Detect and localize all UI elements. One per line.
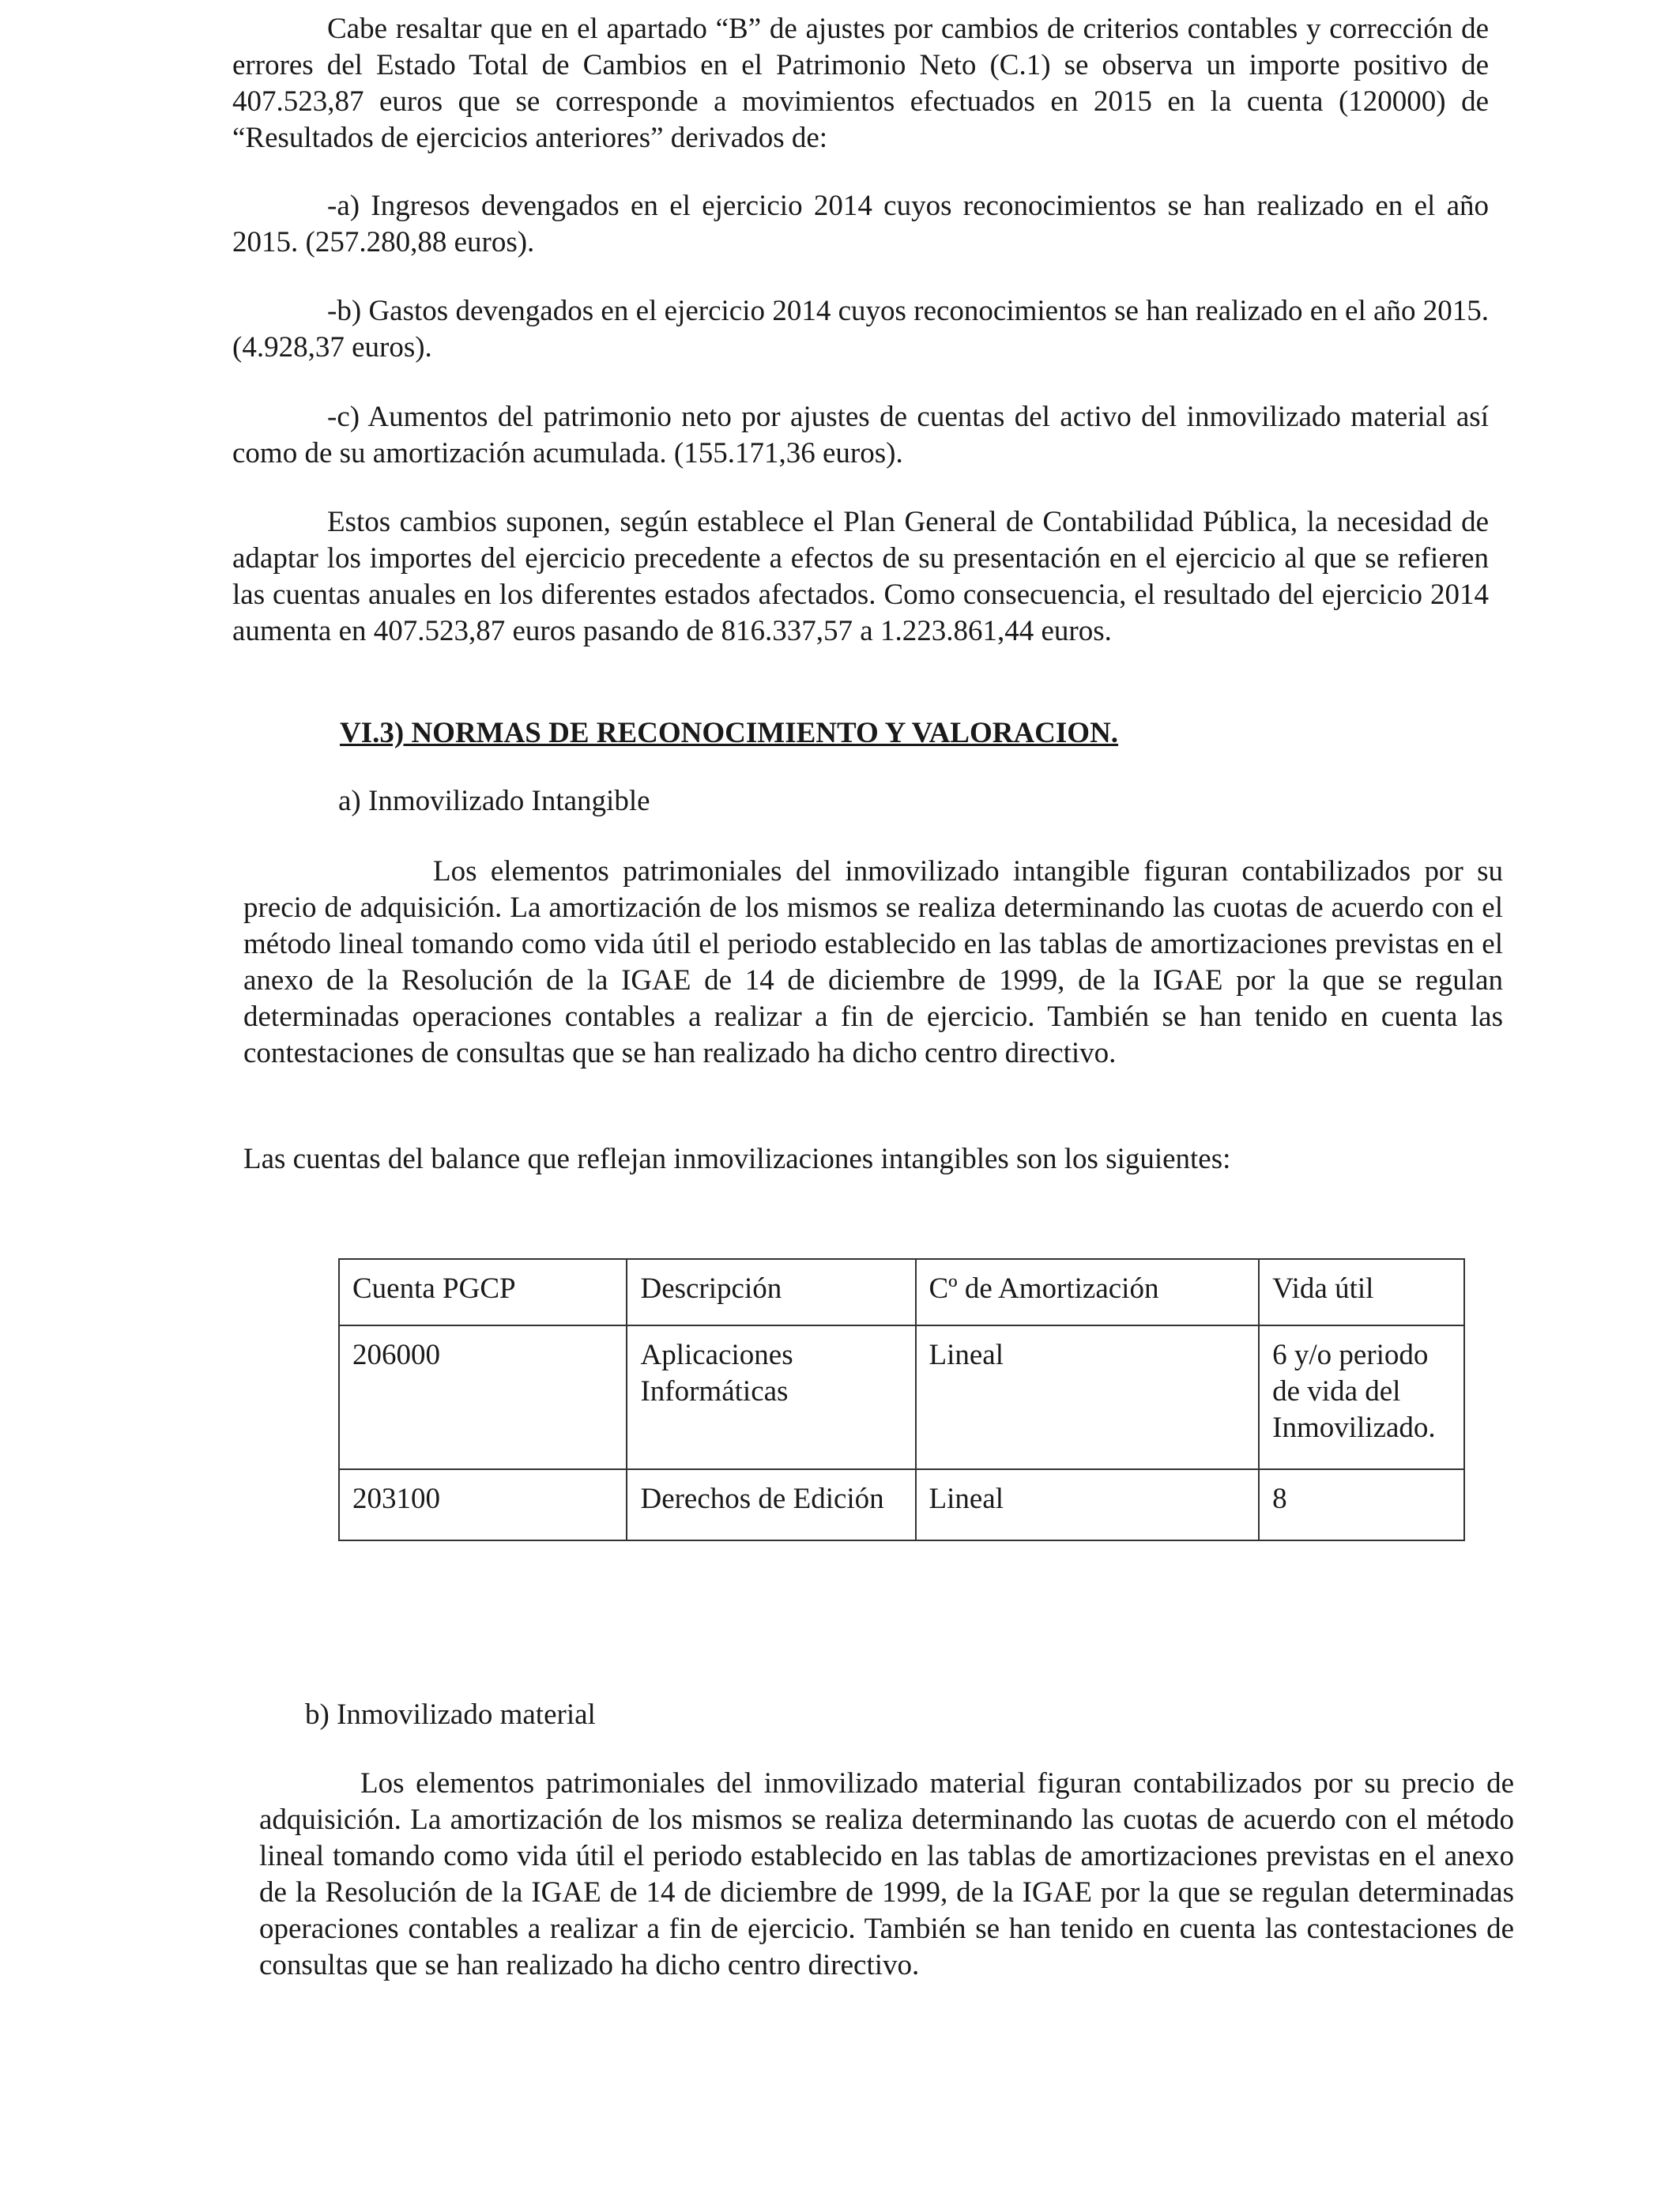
table-header-cell: Vida útil — [1259, 1259, 1464, 1325]
table-cell: 203100 — [339, 1469, 627, 1540]
paragraph-intangible-lead-in: Las cuentas del balance que reflejan inmovilizaciones intangibles son los siguientes: — [243, 1143, 1231, 1175]
table-header-row — [339, 1259, 1464, 1325]
table-cell: 6 y/o periodo de vida del Inmovilizado. — [1259, 1325, 1464, 1469]
table-cell: Lineal — [916, 1469, 1260, 1540]
table-cell: Aplicaciones Informáticas — [627, 1325, 915, 1469]
paragraph-item-a: -a) Ingresos devengados en el ejercicio 2014 cuyos reconocimientos se han realizado en el año 2015. (257.280,88 euros). — [232, 190, 1489, 258]
paragraph-cambios: Estos cambios suponen, según establece el Plan General de Contabilidad Pública, la necesidad de adaptar los importes del ejercicio precedente a efectos de su presentación en el ejercicio al que se refieren las cuentas anuales en los diferentes estados afectados. Como consecuencia, el resultado del ejercicio 2014 aumenta en 407.523,87 euros pasando de 816.337,57 a 1.223.861,44 euros. — [232, 506, 1489, 647]
section-heading: VI.3) NORMAS DE RECONOCIMIENTO Y VALORACION. — [340, 717, 1119, 749]
table-cell: 206000 — [339, 1325, 627, 1469]
table-cell: Lineal — [916, 1325, 1260, 1469]
intangible-accounts-table — [338, 1258, 1465, 1541]
paragraph-intangible-body: Los elementos patrimoniales del inmovilizado intangible figuran contabilizados por su precio de adquisición. La amortización de los mismos se realiza determinando las cuotas de acuerdo con el método lineal tomando como vida útil el periodo establecido en las tablas de amortizaciones previstas en el anexo de la Resolución de la IGAE de 14 de diciembre de 1999, de la IGAE por la que se regulan determinadas operaciones contables a realizar a fin de ejercicio. También se han tenido en cuenta las contestaciones de consultas que se han realizado ha dicho centro directivo. — [243, 855, 1503, 1069]
table-row — [339, 1469, 1464, 1540]
table-header-cell: Cº de Amortización — [916, 1259, 1260, 1325]
table-header-cell: Cuenta PGCP — [339, 1259, 627, 1325]
subsection-title-material: b) Inmovilizado material — [305, 1698, 596, 1731]
table-header-cell: Descripción — [627, 1259, 915, 1325]
table-cell: Derechos de Edición — [627, 1469, 915, 1540]
paragraph-material-body: Los elementos patrimoniales del inmovilizado material figuran contabilizados por su precio de adquisición. La amortización de los mismos se realiza determinando las cuotas de acuerdo con el método lineal tomando como vida útil el periodo establecido en las tablas de amortizaciones previstas en el anexo de la Resolución de la IGAE de 14 de diciembre de 1999, de la IGAE por la que se regulan determinadas operaciones contables a realizar a fin de ejercicio. También se han tenido en cuenta las contestaciones de consultas que se han realizado ha dicho centro directivo. — [259, 1767, 1514, 1981]
paragraph-item-c: -c) Aumentos del patrimonio neto por ajustes de cuentas del activo del inmovilizado material así como de su amortización acumulada. (155.171,36 euros). — [232, 401, 1489, 469]
table-cell: 8 — [1259, 1469, 1464, 1540]
paragraph-ajustes-intro: Cabe resaltar que en el apartado “B” de ajustes por cambios de criterios contables y corrección de errores del Estado Total de Cambios en el Patrimonio Neto (C.1) se observa un importe positivo de 407.523,87 euros que se corresponde a movimientos efectuados en 2015 en la cuenta (120000) de “Resultados de ejercicios anteriores” derivados de: — [232, 13, 1489, 154]
paragraph-item-b: -b) Gastos devengados en el ejercicio 2014 cuyos reconocimientos se han realizado en el año 2015. (4.928,37 euros). — [232, 295, 1489, 364]
table-row — [339, 1325, 1464, 1469]
subsection-title-intangible: a) Inmovilizado Intangible — [338, 785, 650, 817]
